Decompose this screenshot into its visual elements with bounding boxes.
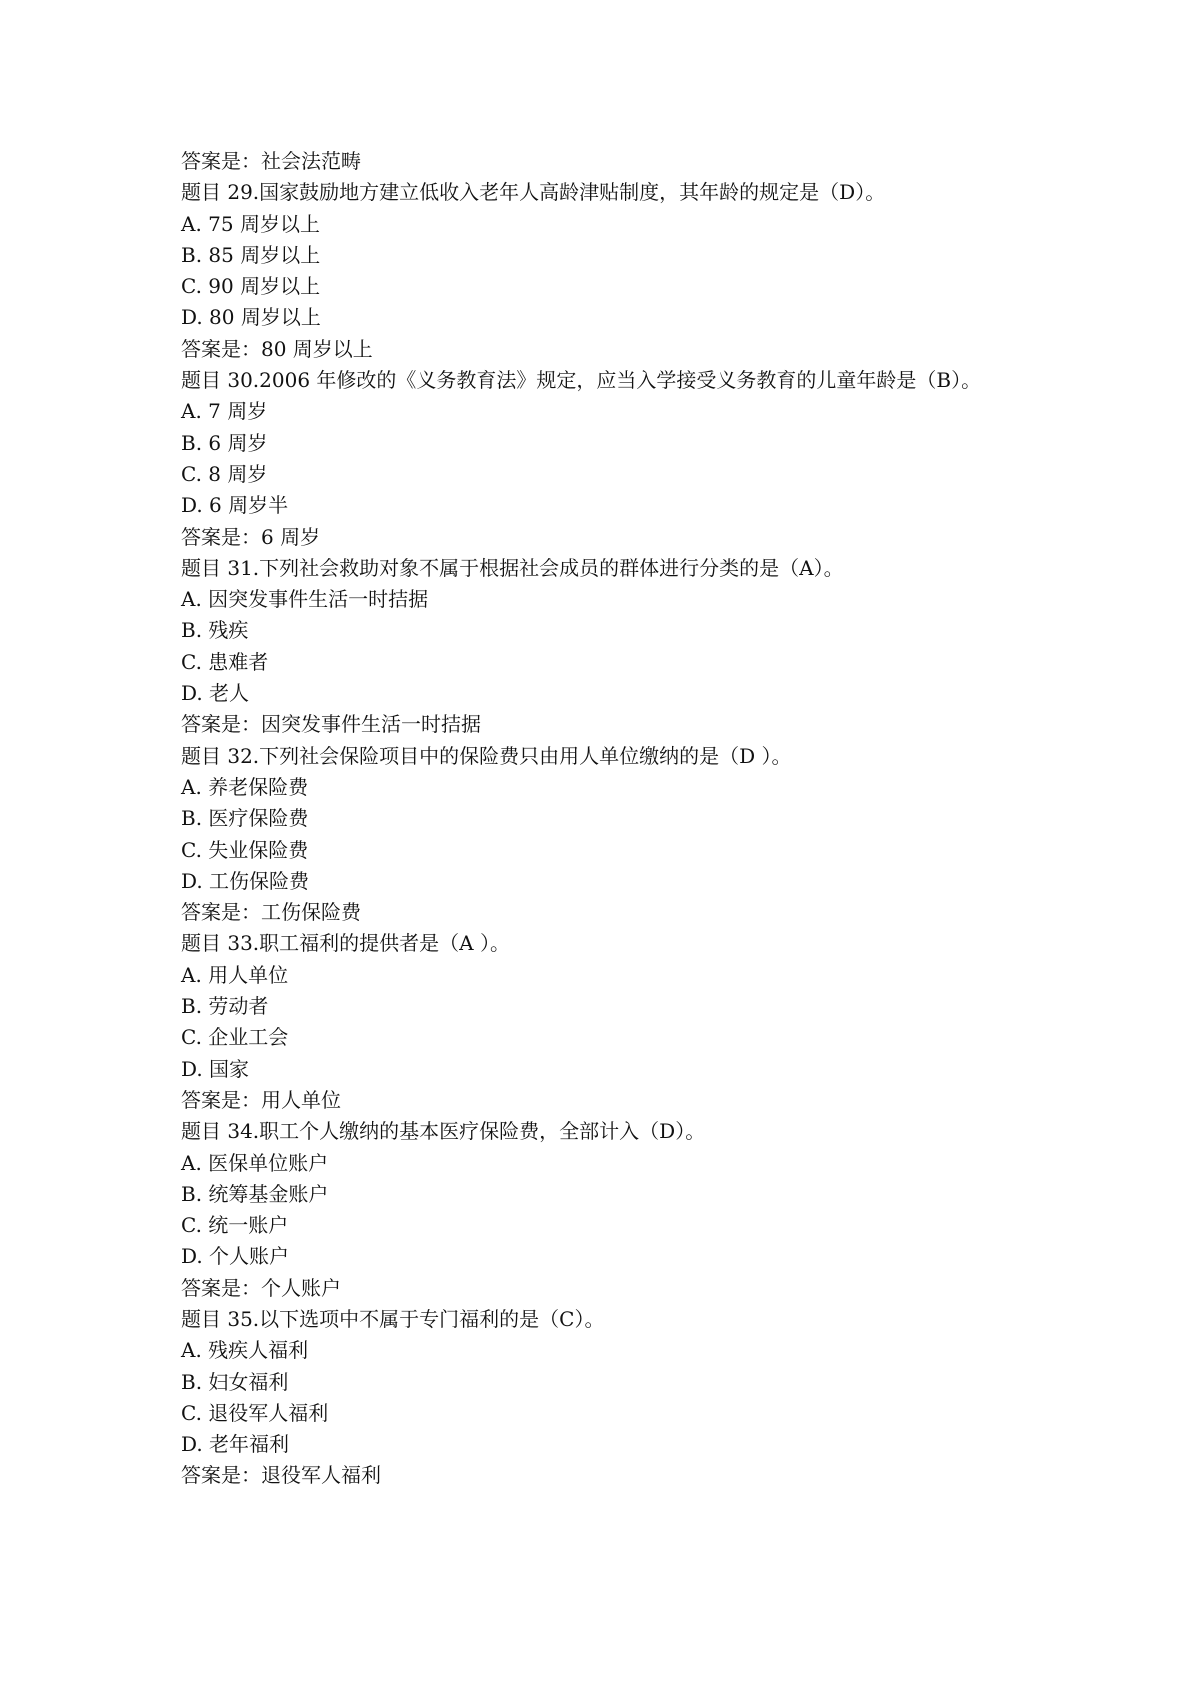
document-content	[181, 146, 1081, 1492]
answer-line: 答案是：80 周岁以上	[181, 336, 373, 361]
answer-line: 答案是：工伤保险费	[181, 900, 361, 925]
option-line: C. 统一账户	[181, 1213, 289, 1238]
option-line: C. 退役军人福利	[181, 1400, 329, 1425]
option-line: B. 残疾	[181, 618, 249, 643]
option-line: B. 医疗保险费	[181, 806, 309, 831]
answer-line: 答案是：个人账户	[181, 1275, 341, 1300]
option-line: C. 患难者	[181, 649, 269, 674]
option-line: D. 6 周岁半	[181, 493, 289, 518]
option-line: B. 统筹基金账户	[181, 1181, 329, 1206]
question-line: 题目 31.下列社会救助对象不属于根据社会成员的群体进行分类的是（A）。	[181, 555, 844, 580]
question-line: 题目 33.职工福利的提供者是（A ）。	[181, 931, 510, 956]
option-line: D. 工伤保险费	[181, 868, 310, 893]
option-line: B. 妇女福利	[181, 1369, 289, 1394]
option-line: A. 残疾人福利	[181, 1338, 309, 1363]
option-line: A. 因突发事件生活一时拮据	[181, 587, 429, 612]
option-line: C. 90 周岁以上	[181, 274, 321, 299]
option-line: B. 劳动者	[181, 994, 269, 1019]
answer-line: 答案是：6 周岁	[181, 524, 321, 549]
option-line: D. 国家	[181, 1056, 250, 1081]
option-line: A. 用人单位	[181, 962, 289, 987]
option-line: C. 失业保险费	[181, 837, 309, 862]
answer-line: 答案是：退役军人福利	[181, 1463, 381, 1488]
option-line: B. 6 周岁	[181, 430, 268, 455]
option-line: A. 75 周岁以上	[181, 211, 320, 236]
answer-line: 答案是：社会法范畴	[181, 149, 361, 173]
option-line: C. 企业工会	[181, 1025, 289, 1050]
question-line: 题目 35.以下选项中不属于专门福利的是（C）。	[181, 1306, 605, 1331]
option-line: D. 80 周岁以上	[181, 305, 321, 330]
question-line: 题目 29.国家鼓励地方建立低收入老年人高龄津贴制度，其年龄的规定是（D）。	[181, 180, 886, 205]
answer-line: 答案是：因突发事件生活一时拮据	[181, 712, 481, 737]
option-line: A. 7 周岁	[181, 399, 268, 424]
option-line: B. 85 周岁以上	[181, 242, 321, 267]
answer-line: 答案是：用人单位	[181, 1087, 341, 1112]
option-line: D. 老人	[181, 681, 250, 706]
question-line: 题目 34.职工个人缴纳的基本医疗保险费，全部计入（D）。	[181, 1119, 706, 1144]
option-line: A. 养老保险费	[181, 774, 309, 799]
option-line: C. 8 周岁	[181, 461, 268, 486]
option-line: A. 医保单位账户	[181, 1150, 329, 1175]
option-line: D. 老年福利	[181, 1432, 290, 1457]
question-line: 题目 32.下列社会保险项目中的保险费只由用人单位缴纳的是（D ）。	[181, 743, 792, 768]
question-line: 题目 30.2006 年修改的《义务教育法》规定，应当入学接受义务教育的儿童年龄是（B）。	[181, 368, 982, 393]
option-line: D. 个人账户	[181, 1244, 290, 1269]
